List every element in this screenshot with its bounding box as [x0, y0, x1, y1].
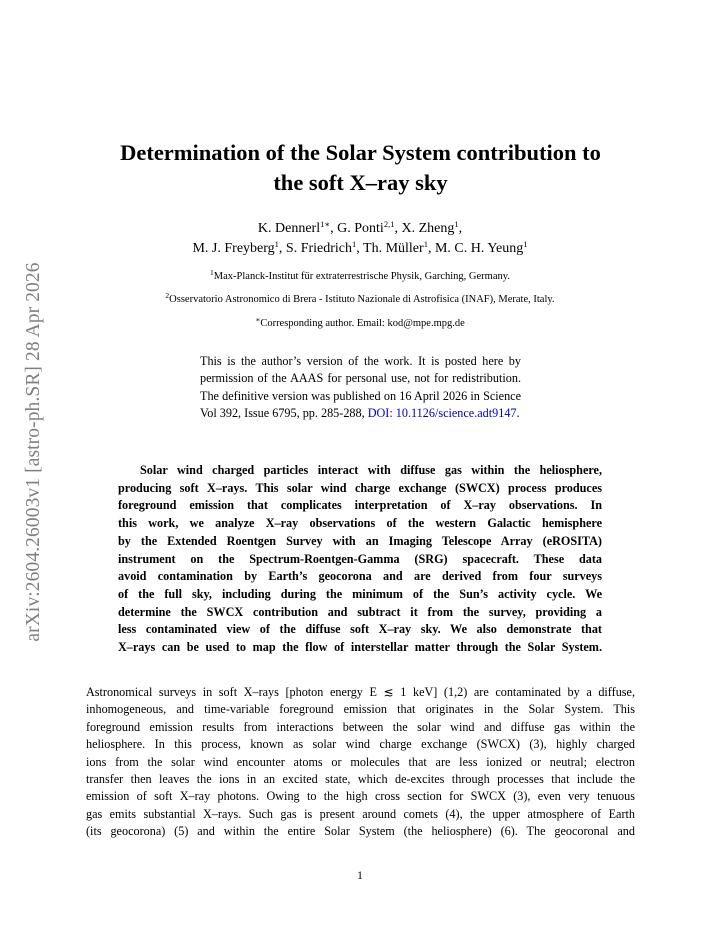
arxiv-identifier-stamp: arXiv:2604.26003v1 [astro-ph.SR] 28 Apr 2026: [23, 262, 44, 642]
body-paragraph: [86, 684, 635, 841]
notice-end: .: [516, 406, 520, 421]
affiliation-text: Max-Planck-Institut für extraterrestrische Physik, Garching, Germany.: [213, 271, 510, 282]
author-name: , S. Friedrich: [278, 241, 353, 256]
affiliation-1: [80, 268, 640, 282]
corresponding-author: [80, 315, 640, 329]
doi-link[interactable]: DOI: 10.1126/science.adt9147: [367, 406, 517, 421]
body-line: foreground emission results from interactions between the solar wind and diffuse gas within the: [86, 719, 635, 734]
author-line: [80, 239, 640, 259]
abstract-line: this work, we analyze X–ray observations of the western Galactic hemisphere: [118, 516, 602, 531]
affiliation-marker: 1: [210, 268, 214, 277]
affiliation-text: Osservatorio Astronomico di Brera - Istituto Nazionale di Astrofisica (INAF), Merate, Italy.: [169, 294, 555, 305]
abstract-line: by the Extended Roentgen Survey with an Imaging Telescope Array (eROSITA): [118, 533, 602, 548]
corresponding-marker: ∗: [255, 315, 261, 324]
body-line: Astronomical surveys in soft X–rays [photon energy E ≲ 1 keV] (1,2) are contaminated by a diffuse,: [86, 685, 635, 699]
body-line: transfer then leaves the ions in an excited state, which de-excites through processes that include the: [86, 772, 635, 787]
abstract-line: producing soft X–rays. This solar wind charge exchange (SWCX) process produces: [118, 480, 602, 495]
author-name: M. J. Freyberg: [192, 241, 275, 256]
abstract-line: Solar wind charged particles interact with diffuse gas within the heliosphere,: [140, 463, 602, 477]
author-affiliation-marker: 1: [274, 239, 279, 249]
author-affiliation-marker: 1: [423, 239, 428, 249]
author-affiliation-marker: 1: [523, 239, 528, 249]
author-separator: ,: [458, 221, 463, 236]
author-name: , M. C. H. Yeung: [427, 241, 524, 256]
affiliation-2: [80, 291, 640, 305]
body-line: gas emits substantial X–rays. Such gas is present around comets (4), the upper atmosphere of Earth: [86, 806, 635, 821]
affiliation-marker: 2: [165, 291, 170, 300]
body-line: heliosphere. In this process, known as solar wind charge exchange (SWCX) (3), highly charged: [86, 737, 635, 752]
abstract-line: foreground emission that complicates interpretation of X–ray observations. In: [118, 498, 602, 513]
author-line: [80, 219, 640, 239]
author-affiliation-marker: 2,1: [383, 219, 395, 229]
abstract-line: instrument on the Spectrum-Roentgen-Gamma (SRG) spacecraft. These data: [118, 551, 602, 566]
body-line: (its geocorona) (5) and within the entire Solar System (the heliosphere) (6). The geocoronal and: [86, 824, 635, 839]
abstract-line: X–rays can be used to map the flow of interstellar matter through the Solar System.: [118, 640, 602, 655]
corresponding-text: Corresponding author. Email: kod@mpe.mpg.de: [260, 318, 465, 329]
author-list: [80, 219, 640, 259]
author-name: K. Dennerl: [257, 221, 321, 236]
abstract-line: determine the SWCX contribution and subtract it from the survey, providing a: [118, 604, 602, 619]
body-line: inhomogeneous, and time-variable foreground emission that originates in the Solar System. This: [86, 702, 635, 717]
abstract-line: of the full sky, including during the minimum of the Sun’s activity cycle. We: [118, 586, 602, 601]
author-affiliation-marker: 1: [352, 239, 357, 249]
body-line: emission of soft X–ray photons. Owing to the high cross section for SWCX (3), even very tenuous: [86, 789, 635, 804]
arxiv-sidebar: [19, 232, 49, 672]
author-name: , X. Zheng: [394, 221, 455, 236]
title-line: Determination of the Solar System contribution to: [120, 140, 601, 165]
author-name: , G. Ponti: [330, 221, 384, 236]
author-name: , Th. Müller: [356, 241, 424, 256]
author-affiliation-marker: 1: [454, 219, 459, 229]
author-version-notice: [200, 353, 521, 423]
abstract: [118, 462, 602, 657]
abstract-line: less contaminated view of the diffuse soft X–ray sky. We also demonstrate that: [118, 622, 602, 637]
abstract-line: avoid contamination by Earth’s geocorona and are derived from four surveys: [118, 569, 602, 584]
paper-title: [88, 138, 633, 198]
page-number: 1: [357, 870, 363, 882]
notice-text: This is the author’s version of the work. It is posted here by permission of the AAAS for personal use, not for redistribution. The definitive version was published on 16 April 2026 in Science Vol 392, Issue 6795, pp. 285-288,: [200, 354, 521, 421]
body-line: ions from the solar wind encounter atoms or molecules that are less ionized or neutral; electron: [86, 754, 635, 769]
author-affiliation-marker: 1∗: [320, 219, 331, 229]
title-line: the soft X–ray sky: [273, 170, 448, 195]
